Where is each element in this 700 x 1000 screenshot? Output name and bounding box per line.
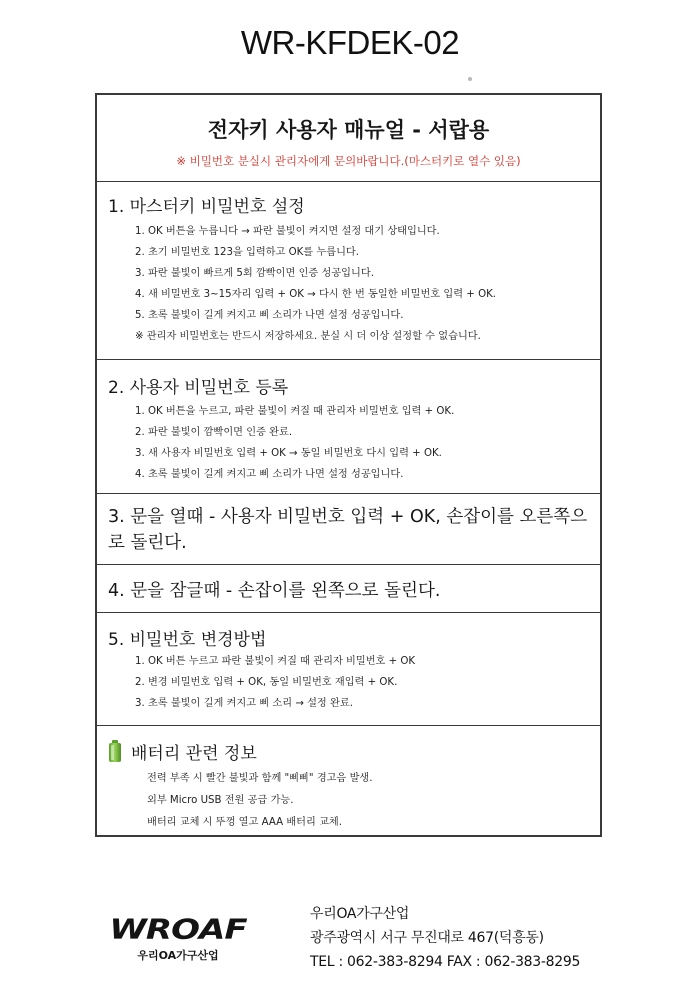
model-number: WR-KFDEK-02 bbox=[240, 24, 460, 61]
list-item: 2. 파란 불빛이 깜빡이면 인증 완료. bbox=[135, 427, 293, 438]
logo-subtitle: 우리OA가구산업 bbox=[137, 949, 219, 962]
list-item: 3. 새 사용자 비밀번호 입력 + OK → 동일 비밀번호 다시 입력 + OK. bbox=[135, 448, 442, 459]
section-heading: 3. 문을 열때 - 사용자 비밀번호 입력 + OK, 손잡이를 오른쪽으로 돌린다. bbox=[108, 507, 588, 553]
section-open-door bbox=[97, 494, 600, 565]
list-item: 4. 새 비밀번호 3~15자리 입력 + OK → 다시 한 번 동일한 비밀번호 입력 + OK. bbox=[135, 289, 497, 300]
list-item: 1. OK 버튼을 누릅니다 → 파란 불빛이 켜지면 설정 대기 상태입니다. bbox=[135, 226, 440, 237]
list-item: 5. 초록 불빛이 길게 켜지고 삐 소리가 나면 설정 성공입니다. bbox=[135, 310, 404, 321]
user-manual-sheet bbox=[95, 93, 602, 837]
info-list bbox=[147, 768, 373, 834]
list-item: 배터리 교체 시 뚜껑 열고 AAA 배터리 교체. bbox=[147, 817, 342, 828]
section-heading: 1. 마스터키 비밀번호 설정 bbox=[108, 197, 305, 217]
logo-wordmark: WROAF bbox=[109, 913, 247, 946]
section-heading: 5. 비밀번호 변경방법 bbox=[108, 630, 267, 650]
section-heading: 4. 문을 잠글때 - 손잡이를 왼쪽으로 돌린다. bbox=[108, 581, 441, 601]
list-item: 1. OK 버튼 누르고 파란 불빛이 켜질 때 관리자 비밀번호 + OK bbox=[135, 656, 416, 667]
company-name: 우리OA가구산업 bbox=[310, 906, 410, 922]
password-loss-warning: ※ 비밀번호 분실시 관리자에게 문의바랍니다.(마스터키로 열수 있음) bbox=[176, 154, 521, 168]
list-item: 2. 변경 비밀번호 입력 + OK, 동일 비밀번호 재입력 + OK. bbox=[135, 677, 398, 688]
list-item: ※ 관리자 비밀번호는 반드시 저장하세요. 분실 시 더 이상 설정할 수 없습니다. bbox=[135, 331, 481, 342]
section-heading: 배터리 관련 정보 bbox=[131, 744, 257, 764]
step-list bbox=[135, 651, 415, 714]
manual-title: 전자키 사용자 매뉴얼 - 서랍용 bbox=[207, 118, 490, 142]
step-list bbox=[135, 401, 454, 485]
list-item: 1. OK 버튼을 누르고, 파란 불빛이 켜질 때 관리자 비밀번호 입력 + OK. bbox=[135, 406, 455, 417]
scan-speck bbox=[468, 77, 472, 81]
company-logo bbox=[83, 913, 273, 965]
company-address: 광주광역시 서구 무진대로 467(덕흥동) bbox=[310, 930, 544, 946]
list-item: 외부 Micro USB 전원 공급 가능. bbox=[147, 795, 294, 806]
section-battery-info bbox=[97, 726, 600, 837]
section-change-password bbox=[97, 613, 600, 726]
company-contact: TEL : 062-383-8294 FAX : 062-383-8295 bbox=[310, 954, 581, 970]
list-item: 3. 파란 불빛이 빠르게 5회 깜빡이면 인증 성공입니다. bbox=[135, 268, 374, 279]
section-lock-door bbox=[97, 565, 600, 613]
section-master-password bbox=[97, 182, 600, 360]
battery-icon bbox=[109, 740, 121, 762]
list-item: 3. 초록 불빛이 길게 켜지고 삐 소리 → 설정 완료. bbox=[135, 698, 353, 709]
section-heading: 2. 사용자 비밀번호 등록 bbox=[108, 378, 289, 398]
section-user-password bbox=[97, 360, 600, 494]
list-item: 전력 부족 시 빨간 불빛과 함께 "삐삐" 경고음 발생. bbox=[147, 773, 373, 784]
list-item: 4. 초록 불빛이 길게 켜지고 삐 소리가 나면 설정 성공입니다. bbox=[135, 469, 404, 480]
company-info bbox=[310, 902, 580, 974]
step-list bbox=[135, 221, 496, 347]
list-item: 2. 초기 비밀번호 123을 입력하고 OK를 누릅니다. bbox=[135, 247, 359, 258]
manual-title-section bbox=[97, 95, 600, 182]
